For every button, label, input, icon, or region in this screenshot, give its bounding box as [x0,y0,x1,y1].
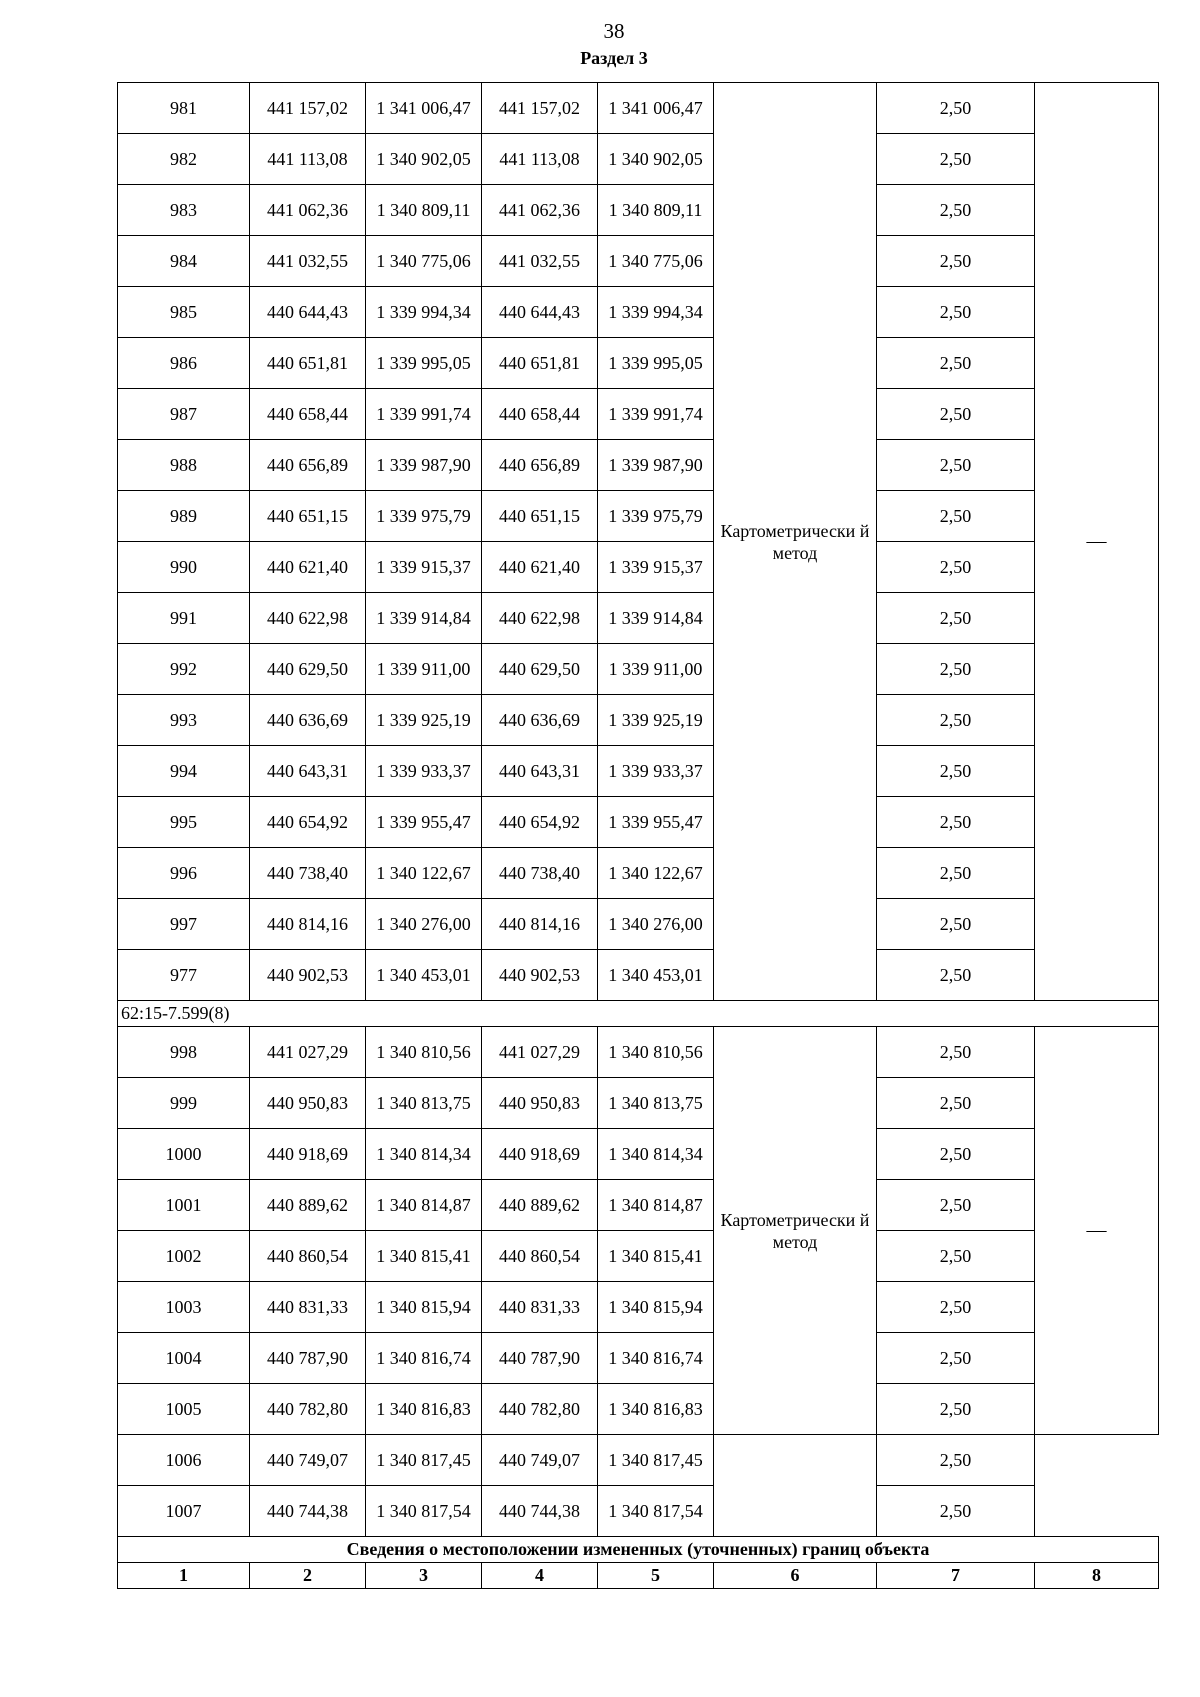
existing-y-cell: 1 339 994,34 [366,287,482,338]
new-x-cell: 440 749,07 [482,1435,598,1486]
new-y-cell: 1 340 817,54 [598,1486,714,1537]
point-number-cell: 992 [118,644,250,695]
point-number-cell: 983 [118,185,250,236]
accuracy-cell: 2,50 [877,389,1035,440]
new-y-cell: 1 341 006,47 [598,83,714,134]
new-x-cell: 440 744,38 [482,1486,598,1537]
column-numbers-row [118,1563,1159,1589]
existing-y-cell: 1 339 925,19 [366,695,482,746]
existing-x-cell: 440 831,33 [250,1282,366,1333]
new-y-cell: 1 340 815,94 [598,1282,714,1333]
point-number-cell: 997 [118,899,250,950]
existing-y-cell: 1 340 809,11 [366,185,482,236]
accuracy-cell: 2,50 [877,1078,1035,1129]
existing-y-cell: 1 340 902,05 [366,134,482,185]
page-number: 38 [603,19,625,43]
accuracy-cell: 2,50 [877,1486,1035,1537]
existing-x-cell: 440 629,50 [250,644,366,695]
group-label-row [118,1001,1159,1027]
table-row [118,440,1159,491]
new-y-cell: 1 339 987,90 [598,440,714,491]
existing-y-cell: 1 339 911,00 [366,644,482,695]
column-number-7: 7 [877,1563,1035,1589]
accuracy-cell: 2,50 [877,848,1035,899]
table-row [118,1435,1159,1486]
accuracy-cell: 2,50 [877,185,1035,236]
new-x-cell: 440 787,90 [482,1333,598,1384]
new-y-cell: 1 339 933,37 [598,746,714,797]
table-row [118,1027,1159,1078]
accuracy-cell: 2,50 [877,287,1035,338]
table-row [118,1333,1159,1384]
new-x-cell: 440 622,98 [482,593,598,644]
new-y-cell: 1 340 815,41 [598,1231,714,1282]
existing-x-cell: 440 744,38 [250,1486,366,1537]
new-x-cell: 440 621,40 [482,542,598,593]
existing-y-cell: 1 339 914,84 [366,593,482,644]
point-number-cell: 981 [118,83,250,134]
coordinates-table [117,82,1159,1589]
existing-x-cell: 440 860,54 [250,1231,366,1282]
point-number-cell: 984 [118,236,250,287]
new-y-cell: 1 340 775,06 [598,236,714,287]
accuracy-cell: 2,50 [877,236,1035,287]
new-x-cell: 441 113,08 [482,134,598,185]
point-number-cell: 990 [118,542,250,593]
accuracy-cell: 2,50 [877,950,1035,1001]
accuracy-cell: 2,50 [877,1384,1035,1435]
existing-x-cell: 440 644,43 [250,287,366,338]
existing-y-cell: 1 339 915,37 [366,542,482,593]
point-number-cell: 999 [118,1078,250,1129]
new-y-cell: 1 339 995,05 [598,338,714,389]
new-x-cell: 440 950,83 [482,1078,598,1129]
column-number-5: 5 [598,1563,714,1589]
existing-y-cell: 1 339 975,79 [366,491,482,542]
new-x-cell: 440 814,16 [482,899,598,950]
point-number-cell: 1002 [118,1231,250,1282]
accuracy-cell: 2,50 [877,899,1035,950]
table-row [118,899,1159,950]
new-x-cell: 440 643,31 [482,746,598,797]
new-x-cell: 440 651,81 [482,338,598,389]
new-y-cell: 1 340 810,56 [598,1027,714,1078]
new-x-cell: 440 918,69 [482,1129,598,1180]
existing-x-cell: 440 656,89 [250,440,366,491]
table-row [118,848,1159,899]
new-x-cell: 440 738,40 [482,848,598,899]
new-y-cell: 1 340 276,00 [598,899,714,950]
existing-y-cell: 1 340 814,87 [366,1180,482,1231]
point-number-cell: 1003 [118,1282,250,1333]
table-row [118,338,1159,389]
new-y-cell: 1 340 817,45 [598,1435,714,1486]
existing-x-cell: 440 651,15 [250,491,366,542]
new-x-cell: 440 644,43 [482,287,598,338]
existing-x-cell: 440 814,16 [250,899,366,950]
existing-x-cell: 440 651,81 [250,338,366,389]
new-y-cell: 1 339 991,74 [598,389,714,440]
accuracy-cell: 2,50 [877,1180,1035,1231]
table-row [118,950,1159,1001]
existing-x-cell: 440 950,83 [250,1078,366,1129]
table-row [118,236,1159,287]
new-x-cell: 440 629,50 [482,644,598,695]
existing-x-cell: 441 062,36 [250,185,366,236]
new-x-cell: 441 157,02 [482,83,598,134]
column-number-6: 6 [714,1563,877,1589]
new-y-cell: 1 339 955,47 [598,797,714,848]
accuracy-cell: 2,50 [877,1231,1035,1282]
existing-x-cell: 440 782,80 [250,1384,366,1435]
point-number-cell: 1004 [118,1333,250,1384]
table-row [118,1231,1159,1282]
existing-y-cell: 1 340 122,67 [366,848,482,899]
point-number-cell: 987 [118,389,250,440]
existing-y-cell: 1 340 816,83 [366,1384,482,1435]
table-row [118,644,1159,695]
point-number-cell: 982 [118,134,250,185]
point-number-cell: 988 [118,440,250,491]
new-y-cell: 1 340 816,74 [598,1333,714,1384]
existing-y-cell: 1 340 815,41 [366,1231,482,1282]
column-number-8: 8 [1035,1563,1159,1589]
existing-y-cell: 1 340 775,06 [366,236,482,287]
table-row [118,1180,1159,1231]
method-cell: Картометрически й метод [714,83,877,1001]
accuracy-cell: 2,50 [877,440,1035,491]
existing-y-cell: 1 340 453,01 [366,950,482,1001]
footer-title-row [118,1537,1159,1563]
new-x-cell: 440 654,92 [482,797,598,848]
footer-title: Сведения о местоположении измененных (уточненных) границ объекта [118,1537,1159,1563]
accuracy-cell: 2,50 [877,746,1035,797]
existing-x-cell: 441 032,55 [250,236,366,287]
point-number-cell: 1000 [118,1129,250,1180]
existing-x-cell: 440 918,69 [250,1129,366,1180]
point-number-cell: 989 [118,491,250,542]
new-y-cell: 1 339 925,19 [598,695,714,746]
table-row [118,1486,1159,1537]
table-row [118,593,1159,644]
description-cell [1035,1435,1159,1537]
existing-y-cell: 1 340 276,00 [366,899,482,950]
accuracy-cell: 2,50 [877,491,1035,542]
existing-y-cell: 1 340 816,74 [366,1333,482,1384]
existing-x-cell: 440 636,69 [250,695,366,746]
existing-x-cell: 441 157,02 [250,83,366,134]
existing-x-cell: 440 738,40 [250,848,366,899]
accuracy-cell: 2,50 [877,797,1035,848]
table-row [118,134,1159,185]
table-row [118,695,1159,746]
table-row [118,797,1159,848]
accuracy-cell: 2,50 [877,1129,1035,1180]
existing-y-cell: 1 340 813,75 [366,1078,482,1129]
new-x-cell: 440 636,69 [482,695,598,746]
existing-y-cell: 1 340 817,45 [366,1435,482,1486]
existing-x-cell: 441 027,29 [250,1027,366,1078]
new-y-cell: 1 339 975,79 [598,491,714,542]
cadastral-number-label: 62:15-7.599(8) [118,1001,1159,1027]
new-x-cell: 441 062,36 [482,185,598,236]
new-y-cell: 1 339 914,84 [598,593,714,644]
new-x-cell: 440 902,53 [482,950,598,1001]
point-number-cell: 995 [118,797,250,848]
existing-y-cell: 1 339 995,05 [366,338,482,389]
table-row [118,1129,1159,1180]
point-number-cell: 1006 [118,1435,250,1486]
existing-x-cell: 440 749,07 [250,1435,366,1486]
accuracy-cell: 2,50 [877,593,1035,644]
description-cell: — [1035,83,1159,1001]
existing-y-cell: 1 339 987,90 [366,440,482,491]
column-number-4: 4 [482,1563,598,1589]
accuracy-cell: 2,50 [877,1435,1035,1486]
method-cell [714,1435,877,1537]
point-number-cell: 998 [118,1027,250,1078]
new-y-cell: 1 340 122,67 [598,848,714,899]
existing-x-cell: 440 889,62 [250,1180,366,1231]
point-number-cell: 986 [118,338,250,389]
point-number-cell: 1001 [118,1180,250,1231]
table-row [118,746,1159,797]
existing-x-cell: 440 622,98 [250,593,366,644]
section-title: Раздел 3 [580,48,648,68]
table-row [118,287,1159,338]
column-number-2: 2 [250,1563,366,1589]
accuracy-cell: 2,50 [877,644,1035,695]
accuracy-cell: 2,50 [877,542,1035,593]
point-number-cell: 1005 [118,1384,250,1435]
new-x-cell: 440 656,89 [482,440,598,491]
new-y-cell: 1 339 911,00 [598,644,714,695]
point-number-cell: 1007 [118,1486,250,1537]
accuracy-cell: 2,50 [877,1333,1035,1384]
existing-x-cell: 440 902,53 [250,950,366,1001]
existing-x-cell: 440 787,90 [250,1333,366,1384]
new-y-cell: 1 340 902,05 [598,134,714,185]
new-x-cell: 440 782,80 [482,1384,598,1435]
existing-y-cell: 1 339 955,47 [366,797,482,848]
existing-y-cell: 1 340 815,94 [366,1282,482,1333]
new-y-cell: 1 340 809,11 [598,185,714,236]
new-x-cell: 440 658,44 [482,389,598,440]
point-number-cell: 977 [118,950,250,1001]
point-number-cell: 993 [118,695,250,746]
accuracy-cell: 2,50 [877,83,1035,134]
point-number-cell: 994 [118,746,250,797]
existing-y-cell: 1 340 817,54 [366,1486,482,1537]
table-row [118,1282,1159,1333]
new-y-cell: 1 340 814,34 [598,1129,714,1180]
table-row [118,1078,1159,1129]
accuracy-cell: 2,50 [877,134,1035,185]
new-y-cell: 1 339 915,37 [598,542,714,593]
new-x-cell: 440 860,54 [482,1231,598,1282]
new-y-cell: 1 340 814,87 [598,1180,714,1231]
description-cell: — [1035,1027,1159,1435]
new-y-cell: 1 340 453,01 [598,950,714,1001]
accuracy-cell: 2,50 [877,338,1035,389]
new-y-cell: 1 340 813,75 [598,1078,714,1129]
new-y-cell: 1 340 816,83 [598,1384,714,1435]
existing-y-cell: 1 341 006,47 [366,83,482,134]
table-row [118,389,1159,440]
new-x-cell: 440 651,15 [482,491,598,542]
table-row [118,491,1159,542]
accuracy-cell: 2,50 [877,1282,1035,1333]
accuracy-cell: 2,50 [877,695,1035,746]
table-row [118,83,1159,134]
existing-x-cell: 441 113,08 [250,134,366,185]
existing-y-cell: 1 340 814,34 [366,1129,482,1180]
table-row [118,1384,1159,1435]
column-number-1: 1 [118,1563,250,1589]
new-x-cell: 441 027,29 [482,1027,598,1078]
existing-x-cell: 440 621,40 [250,542,366,593]
existing-x-cell: 440 643,31 [250,746,366,797]
new-x-cell: 440 831,33 [482,1282,598,1333]
existing-y-cell: 1 339 991,74 [366,389,482,440]
new-x-cell: 440 889,62 [482,1180,598,1231]
new-y-cell: 1 339 994,34 [598,287,714,338]
point-number-cell: 985 [118,287,250,338]
table-row [118,542,1159,593]
point-number-cell: 991 [118,593,250,644]
point-number-cell: 996 [118,848,250,899]
column-number-3: 3 [366,1563,482,1589]
existing-y-cell: 1 339 933,37 [366,746,482,797]
accuracy-cell: 2,50 [877,1027,1035,1078]
new-x-cell: 441 032,55 [482,236,598,287]
existing-x-cell: 440 654,92 [250,797,366,848]
method-cell: Картометрически й метод [714,1027,877,1435]
existing-y-cell: 1 340 810,56 [366,1027,482,1078]
table-row [118,185,1159,236]
existing-x-cell: 440 658,44 [250,389,366,440]
